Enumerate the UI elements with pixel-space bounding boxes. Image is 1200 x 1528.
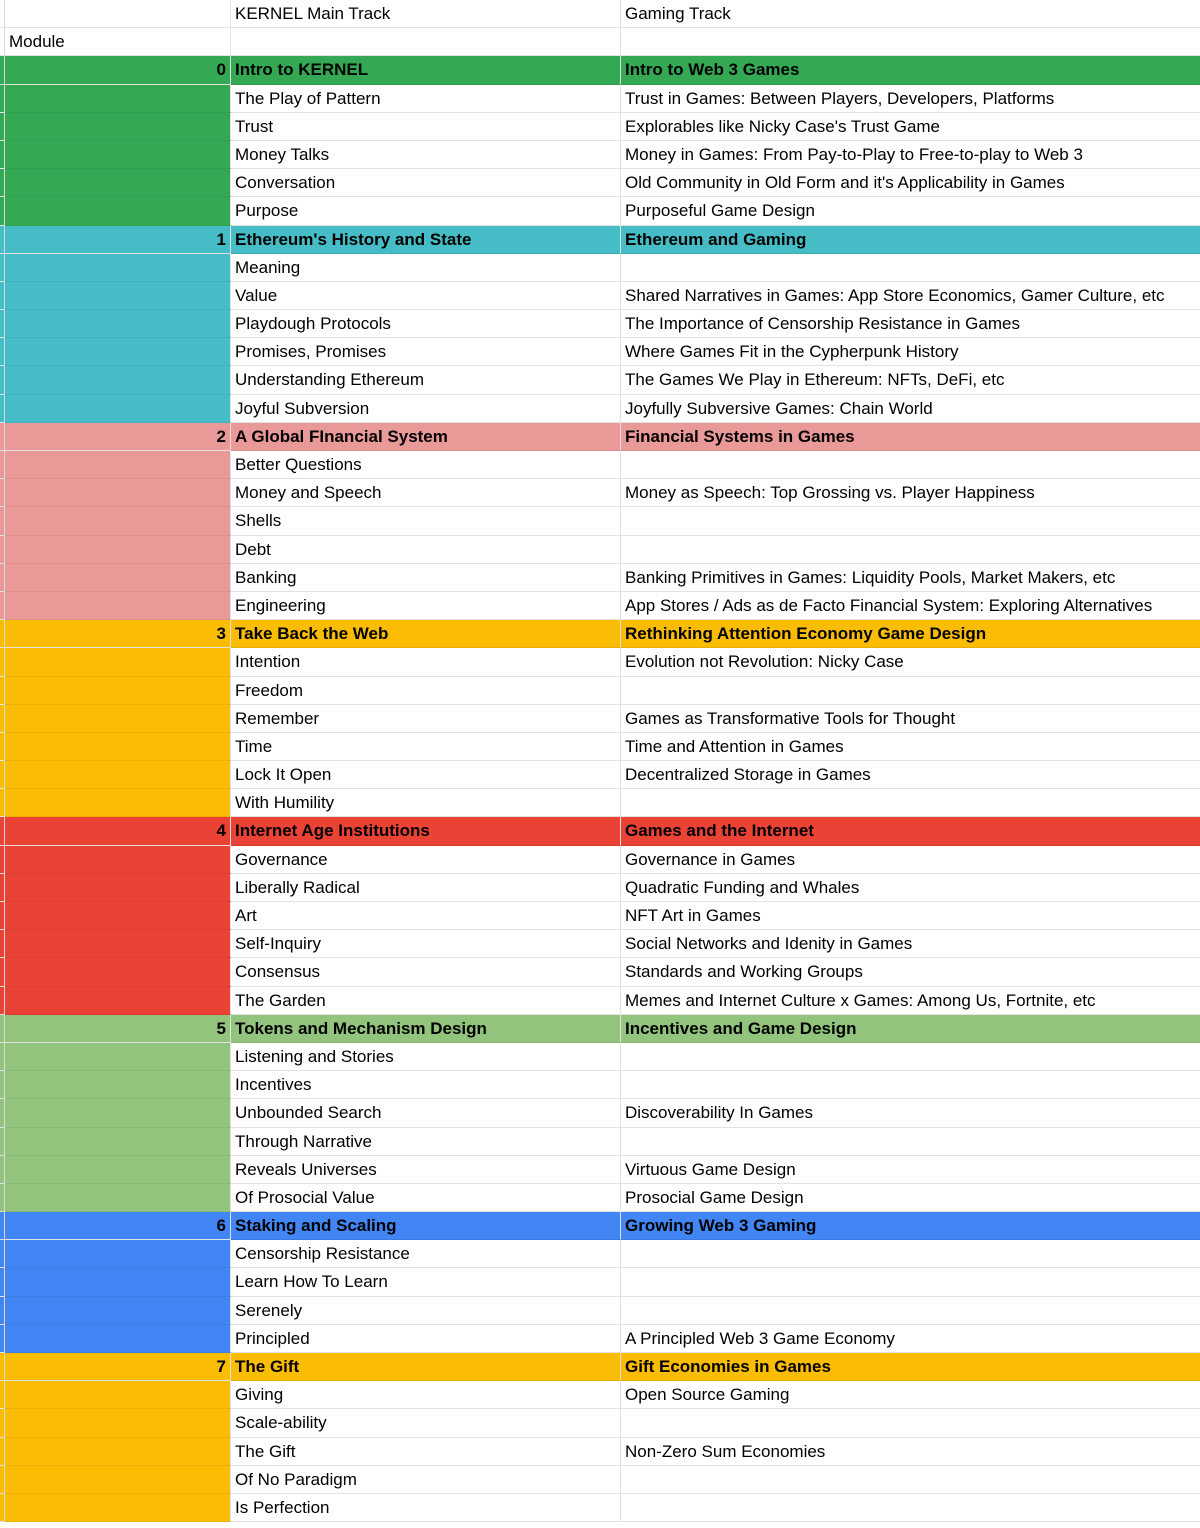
- main-track-lesson-cell[interactable]: Listening and Stories: [231, 1043, 621, 1071]
- gaming-track-lesson-cell[interactable]: [621, 507, 1200, 535]
- gaming-track-lesson-cell[interactable]: The Importance of Censorship Resistance in Games: [621, 310, 1200, 338]
- main-track-lesson-cell[interactable]: Shells: [231, 507, 621, 535]
- header-gaming-track[interactable]: Gaming Track: [621, 0, 1200, 28]
- module-row-5: [0, 1015, 1200, 1043]
- lesson-row: [0, 592, 1200, 620]
- lesson-row: [0, 958, 1200, 986]
- lesson-row: [0, 1240, 1200, 1268]
- lesson-row: [0, 1466, 1200, 1494]
- header-cell-a1[interactable]: [5, 0, 231, 28]
- gaming-track-lesson-cell[interactable]: [621, 1128, 1200, 1156]
- module-number-cell[interactable]: 2: [5, 423, 231, 451]
- gaming-track-lesson-cell[interactable]: Shared Narratives in Games: App Store Economics, Gamer Culture, etc: [621, 282, 1200, 310]
- lesson-row: [0, 282, 1200, 310]
- module-row-3: [0, 620, 1200, 648]
- module-color-cell[interactable]: [5, 677, 231, 705]
- module-gaming-title-cell[interactable]: Games and the Internet: [621, 817, 1200, 845]
- gaming-track-lesson-cell[interactable]: Quadratic Funding and Whales: [621, 874, 1200, 902]
- module-color-cell[interactable]: [5, 282, 231, 310]
- module-color-cell[interactable]: [5, 479, 231, 507]
- gaming-track-lesson-cell[interactable]: [621, 677, 1200, 705]
- header-main-track[interactable]: KERNEL Main Track: [231, 0, 621, 28]
- main-track-lesson-cell[interactable]: Through Narrative: [231, 1128, 621, 1156]
- main-track-lesson-cell[interactable]: Unbounded Search: [231, 1099, 621, 1127]
- module-color-cell[interactable]: [5, 1099, 231, 1127]
- gaming-track-lesson-cell[interactable]: Old Community in Old Form and it's Applicability in Games: [621, 169, 1200, 197]
- lesson-row: [0, 1438, 1200, 1466]
- gaming-track-lesson-cell[interactable]: Money as Speech: Top Grossing vs. Player Happiness: [621, 479, 1200, 507]
- lesson-row: [0, 1268, 1200, 1296]
- empty-cell[interactable]: [621, 28, 1200, 56]
- lesson-row: [0, 1156, 1200, 1184]
- module-color-cell[interactable]: [5, 1043, 231, 1071]
- main-track-lesson-cell[interactable]: Scale-ability: [231, 1409, 621, 1437]
- lesson-row: [0, 1071, 1200, 1099]
- main-track-lesson-cell[interactable]: Lock It Open: [231, 761, 621, 789]
- main-track-lesson-cell[interactable]: Art: [231, 902, 621, 930]
- module-color-cell[interactable]: [5, 761, 231, 789]
- module-color-cell[interactable]: [5, 113, 231, 141]
- module-gaming-title-cell[interactable]: Gift Economies in Games: [621, 1353, 1200, 1381]
- lesson-row: [0, 789, 1200, 817]
- lesson-row: [0, 564, 1200, 592]
- lesson-row: [0, 507, 1200, 535]
- main-track-lesson-cell[interactable]: Understanding Ethereum: [231, 366, 621, 394]
- lesson-row: [0, 1325, 1200, 1353]
- gaming-track-lesson-cell[interactable]: Social Networks and Idenity in Games: [621, 930, 1200, 958]
- gaming-track-lesson-cell[interactable]: [621, 1494, 1200, 1522]
- gaming-track-lesson-cell[interactable]: Virtuous Game Design: [621, 1156, 1200, 1184]
- gaming-track-lesson-cell[interactable]: [621, 1409, 1200, 1437]
- lesson-row: [0, 1381, 1200, 1409]
- gaming-track-lesson-cell[interactable]: [621, 1240, 1200, 1268]
- module-color-cell[interactable]: [5, 1466, 231, 1494]
- module-color-cell[interactable]: [5, 1494, 231, 1522]
- gaming-track-lesson-cell[interactable]: [621, 1268, 1200, 1296]
- module-number-cell[interactable]: 3: [5, 620, 231, 648]
- lesson-row: [0, 1409, 1200, 1437]
- module-color-cell[interactable]: [5, 648, 231, 676]
- main-track-lesson-cell[interactable]: Playdough Protocols: [231, 310, 621, 338]
- main-track-lesson-cell[interactable]: Banking: [231, 564, 621, 592]
- module-gaming-title-cell[interactable]: Ethereum and Gaming: [621, 226, 1200, 254]
- empty-cell[interactable]: [231, 28, 621, 56]
- main-track-lesson-cell[interactable]: Trust: [231, 113, 621, 141]
- lesson-row: [0, 846, 1200, 874]
- main-track-lesson-cell[interactable]: Is Perfection: [231, 1494, 621, 1522]
- module-color-cell[interactable]: [5, 338, 231, 366]
- lesson-row: [0, 1494, 1200, 1522]
- module-color-cell[interactable]: [5, 1071, 231, 1099]
- main-track-lesson-cell[interactable]: Reveals Universes: [231, 1156, 621, 1184]
- module-color-cell[interactable]: [5, 1438, 231, 1466]
- main-track-lesson-cell[interactable]: Liberally Radical: [231, 874, 621, 902]
- main-track-lesson-cell[interactable]: Remember: [231, 705, 621, 733]
- module-gaming-title-cell[interactable]: Financial Systems in Games: [621, 423, 1200, 451]
- module-gaming-title-cell[interactable]: Rethinking Attention Economy Game Design: [621, 620, 1200, 648]
- gaming-track-lesson-cell[interactable]: NFT Art in Games: [621, 902, 1200, 930]
- module-color-cell[interactable]: [5, 1156, 231, 1184]
- module-color-cell[interactable]: [5, 1128, 231, 1156]
- main-track-lesson-cell[interactable]: The Gift: [231, 1438, 621, 1466]
- main-track-lesson-cell[interactable]: Freedom: [231, 677, 621, 705]
- main-track-lesson-cell[interactable]: Incentives: [231, 1071, 621, 1099]
- module-color-cell[interactable]: [5, 169, 231, 197]
- module-row-2: [0, 423, 1200, 451]
- gaming-track-lesson-cell[interactable]: [621, 1297, 1200, 1325]
- gaming-track-lesson-cell[interactable]: Trust in Games: Between Players, Developers, Platforms: [621, 85, 1200, 113]
- gaming-track-lesson-cell[interactable]: [621, 536, 1200, 564]
- main-track-lesson-cell[interactable]: Governance: [231, 846, 621, 874]
- module-color-cell[interactable]: [5, 1297, 231, 1325]
- module-gaming-title-cell[interactable]: Intro to Web 3 Games: [621, 56, 1200, 84]
- gaming-track-lesson-cell[interactable]: Banking Primitives in Games: Liquidity Pools, Market Makers, etc: [621, 564, 1200, 592]
- main-track-lesson-cell[interactable]: Giving: [231, 1381, 621, 1409]
- module-number-cell[interactable]: 0: [5, 56, 231, 84]
- lesson-row: [0, 451, 1200, 479]
- module-color-cell[interactable]: [5, 789, 231, 817]
- gaming-track-lesson-cell[interactable]: Games as Transformative Tools for Thought: [621, 705, 1200, 733]
- lesson-row: [0, 338, 1200, 366]
- module-number-cell[interactable]: 5: [5, 1015, 231, 1043]
- module-color-cell[interactable]: [5, 733, 231, 761]
- main-track-lesson-cell[interactable]: Meaning: [231, 254, 621, 282]
- main-track-lesson-cell[interactable]: Serenely: [231, 1297, 621, 1325]
- header-row: [0, 0, 1200, 28]
- main-track-lesson-cell[interactable]: Better Questions: [231, 451, 621, 479]
- module-color-cell[interactable]: [5, 310, 231, 338]
- module-color-cell[interactable]: [5, 958, 231, 986]
- lesson-row: [0, 169, 1200, 197]
- gaming-track-lesson-cell[interactable]: The Games We Play in Ethereum: NFTs, DeFi, etc: [621, 366, 1200, 394]
- gaming-track-lesson-cell[interactable]: [621, 254, 1200, 282]
- lesson-row: [0, 113, 1200, 141]
- main-track-lesson-cell[interactable]: Of Prosocial Value: [231, 1184, 621, 1212]
- module-row-7: [0, 1353, 1200, 1381]
- header-module[interactable]: Module: [5, 28, 231, 56]
- module-color-cell[interactable]: [5, 395, 231, 423]
- main-track-lesson-cell[interactable]: Principled: [231, 1325, 621, 1353]
- main-track-lesson-cell[interactable]: Promises, Promises: [231, 338, 621, 366]
- module-main-title-cell[interactable]: Take Back the Web: [231, 620, 621, 648]
- gaming-track-lesson-cell[interactable]: Evolution not Revolution: Nicky Case: [621, 648, 1200, 676]
- module-color-cell[interactable]: [5, 902, 231, 930]
- lesson-row: [0, 536, 1200, 564]
- lesson-row: [0, 761, 1200, 789]
- gaming-track-lesson-cell[interactable]: App Stores / Ads as de Facto Financial System: Exploring Alternatives: [621, 592, 1200, 620]
- lesson-row: [0, 1043, 1200, 1071]
- module-gaming-title-cell[interactable]: Incentives and Game Design: [621, 1015, 1200, 1043]
- main-track-lesson-cell[interactable]: Of No Paradigm: [231, 1466, 621, 1494]
- main-track-lesson-cell[interactable]: With Humility: [231, 789, 621, 817]
- module-color-cell[interactable]: [5, 1325, 231, 1353]
- module-gaming-title-cell[interactable]: Growing Web 3 Gaming: [621, 1212, 1200, 1240]
- module-color-cell[interactable]: [5, 1268, 231, 1296]
- module-label-row: [0, 28, 1200, 56]
- module-main-title-cell[interactable]: The Gift: [231, 1353, 621, 1381]
- module-number-cell[interactable]: 4: [5, 817, 231, 845]
- lesson-row: [0, 902, 1200, 930]
- module-color-cell[interactable]: [5, 564, 231, 592]
- main-track-lesson-cell[interactable]: Money and Speech: [231, 479, 621, 507]
- gaming-track-lesson-cell[interactable]: Governance in Games: [621, 846, 1200, 874]
- lesson-row: [0, 85, 1200, 113]
- module-color-cell[interactable]: [5, 366, 231, 394]
- module-main-title-cell[interactable]: Intro to KERNEL: [231, 56, 621, 84]
- lesson-row: [0, 254, 1200, 282]
- main-track-lesson-cell[interactable]: Censorship Resistance: [231, 1240, 621, 1268]
- module-main-title-cell[interactable]: Ethereum's History and State: [231, 226, 621, 254]
- main-track-lesson-cell[interactable]: Learn How To Learn: [231, 1268, 621, 1296]
- gaming-track-lesson-cell[interactable]: Purposeful Game Design: [621, 197, 1200, 225]
- main-track-lesson-cell[interactable]: Value: [231, 282, 621, 310]
- module-number-cell[interactable]: 1: [5, 226, 231, 254]
- main-track-lesson-cell[interactable]: Purpose: [231, 197, 621, 225]
- module-color-cell[interactable]: [5, 1381, 231, 1409]
- lesson-row: [0, 366, 1200, 394]
- gaming-track-lesson-cell[interactable]: Joyfully Subversive Games: Chain World: [621, 395, 1200, 423]
- module-rows: [0, 56, 1200, 1522]
- module-color-cell[interactable]: [5, 1409, 231, 1437]
- main-track-lesson-cell[interactable]: The Play of Pattern: [231, 85, 621, 113]
- gaming-track-lesson-cell[interactable]: Standards and Working Groups: [621, 958, 1200, 986]
- lesson-row: [0, 648, 1200, 676]
- lesson-row: [0, 1184, 1200, 1212]
- main-track-lesson-cell[interactable]: Debt: [231, 536, 621, 564]
- gaming-track-lesson-cell[interactable]: A Principled Web 3 Game Economy: [621, 1325, 1200, 1353]
- gaming-track-lesson-cell[interactable]: Where Games Fit in the Cypherpunk History: [621, 338, 1200, 366]
- gaming-track-lesson-cell[interactable]: Discoverability In Games: [621, 1099, 1200, 1127]
- gaming-track-lesson-cell[interactable]: Money in Games: From Pay-to-Play to Free-to-play to Web 3: [621, 141, 1200, 169]
- main-track-lesson-cell[interactable]: Joyful Subversion: [231, 395, 621, 423]
- lesson-row: [0, 733, 1200, 761]
- main-track-lesson-cell[interactable]: The Garden: [231, 987, 621, 1015]
- main-track-lesson-cell[interactable]: Self-Inquiry: [231, 930, 621, 958]
- gaming-track-lesson-cell[interactable]: [621, 1071, 1200, 1099]
- gaming-track-lesson-cell[interactable]: Non-Zero Sum Economies: [621, 1438, 1200, 1466]
- lesson-row: [0, 1128, 1200, 1156]
- module-color-cell[interactable]: [5, 536, 231, 564]
- module-row-0: [0, 56, 1200, 84]
- lesson-row: [0, 310, 1200, 338]
- module-number-cell[interactable]: 6: [5, 1212, 231, 1240]
- module-color-cell[interactable]: [5, 254, 231, 282]
- lesson-row: [0, 1297, 1200, 1325]
- gaming-track-lesson-cell[interactable]: Time and Attention in Games: [621, 733, 1200, 761]
- main-track-lesson-cell[interactable]: Conversation: [231, 169, 621, 197]
- lesson-row: [0, 1099, 1200, 1127]
- gaming-track-lesson-cell[interactable]: Prosocial Game Design: [621, 1184, 1200, 1212]
- gaming-track-lesson-cell[interactable]: Memes and Internet Culture x Games: Among Us, Fortnite, etc: [621, 987, 1200, 1015]
- lesson-row: [0, 395, 1200, 423]
- module-color-cell[interactable]: [5, 507, 231, 535]
- module-main-title-cell[interactable]: Internet Age Institutions: [231, 817, 621, 845]
- gaming-track-lesson-cell[interactable]: [621, 1043, 1200, 1071]
- gaming-track-lesson-cell[interactable]: Explorables like Nicky Case's Trust Game: [621, 113, 1200, 141]
- lesson-row: [0, 987, 1200, 1015]
- main-track-lesson-cell[interactable]: Engineering: [231, 592, 621, 620]
- gaming-track-lesson-cell[interactable]: [621, 789, 1200, 817]
- module-main-title-cell[interactable]: Staking and Scaling: [231, 1212, 621, 1240]
- lesson-row: [0, 141, 1200, 169]
- main-track-lesson-cell[interactable]: Money Talks: [231, 141, 621, 169]
- module-color-cell[interactable]: [5, 930, 231, 958]
- module-main-title-cell[interactable]: A Global FInancial System: [231, 423, 621, 451]
- gaming-track-lesson-cell[interactable]: [621, 451, 1200, 479]
- module-color-cell[interactable]: [5, 141, 231, 169]
- lesson-row: [0, 479, 1200, 507]
- lesson-row: [0, 705, 1200, 733]
- module-row-4: [0, 817, 1200, 845]
- module-color-cell[interactable]: [5, 1240, 231, 1268]
- lesson-row: [0, 677, 1200, 705]
- lesson-row: [0, 930, 1200, 958]
- gaming-track-lesson-cell[interactable]: Decentralized Storage in Games: [621, 761, 1200, 789]
- main-track-lesson-cell[interactable]: Time: [231, 733, 621, 761]
- gaming-track-lesson-cell[interactable]: [621, 1466, 1200, 1494]
- module-main-title-cell[interactable]: Tokens and Mechanism Design: [231, 1015, 621, 1043]
- gaming-track-lesson-cell[interactable]: Open Source Gaming: [621, 1381, 1200, 1409]
- module-color-cell[interactable]: [5, 1184, 231, 1212]
- module-color-cell[interactable]: [5, 846, 231, 874]
- lesson-row: [0, 874, 1200, 902]
- module-row-1: [0, 226, 1200, 254]
- module-color-cell[interactable]: [5, 451, 231, 479]
- module-color-cell[interactable]: [5, 197, 231, 225]
- module-color-cell[interactable]: [5, 592, 231, 620]
- module-color-cell[interactable]: [5, 987, 231, 1015]
- module-color-cell[interactable]: [5, 874, 231, 902]
- module-row-6: [0, 1212, 1200, 1240]
- module-color-cell[interactable]: [5, 85, 231, 113]
- module-color-cell[interactable]: [5, 705, 231, 733]
- module-number-cell[interactable]: 7: [5, 1353, 231, 1381]
- main-track-lesson-cell[interactable]: Consensus: [231, 958, 621, 986]
- lesson-row: [0, 197, 1200, 225]
- main-track-lesson-cell[interactable]: Intention: [231, 648, 621, 676]
